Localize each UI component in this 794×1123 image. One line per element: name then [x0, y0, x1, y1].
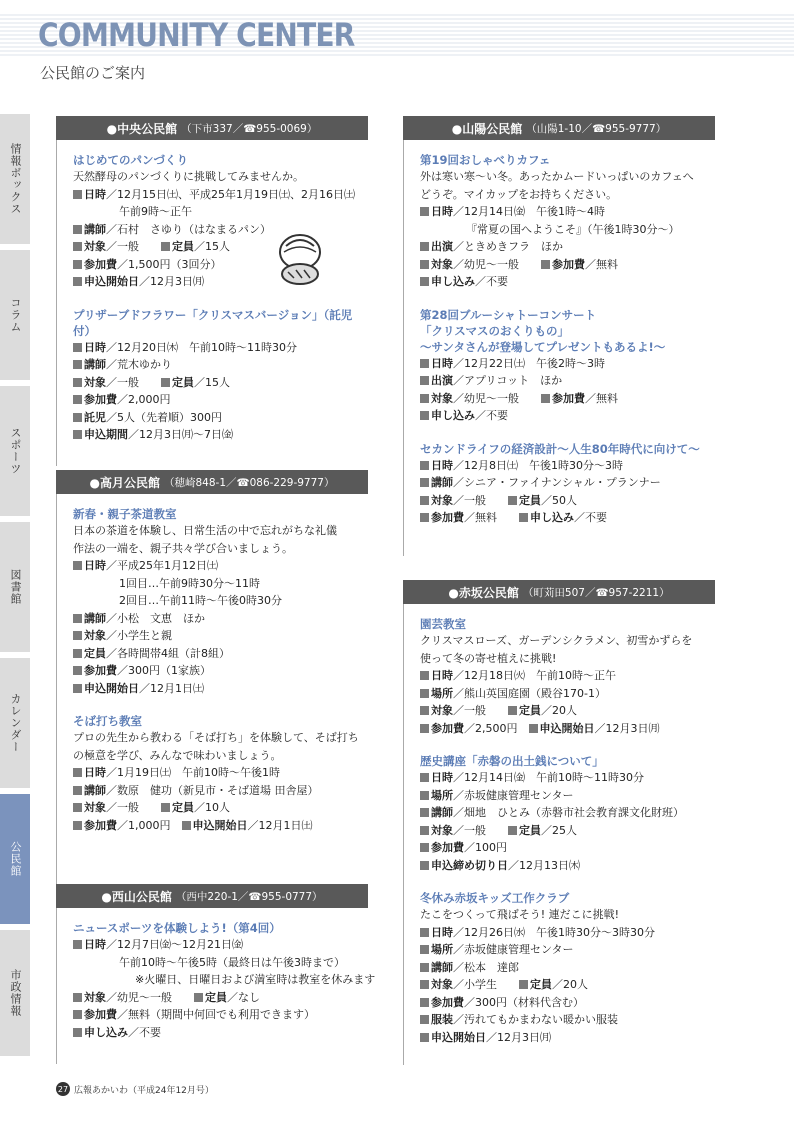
text-line: ／15人 [194, 375, 230, 389]
field-label: 場所 [420, 789, 453, 802]
text-line [73, 374, 368, 392]
field-label: 申込開始日 [420, 1031, 486, 1044]
text-line: 天然酵母のパンづくりに挑戦してみませんか。 [73, 170, 304, 183]
field-label: 参加費 [73, 258, 117, 271]
field-label: 定員 [73, 647, 106, 660]
text-line: （穂崎848-1／☎086-229-9777） [164, 476, 335, 489]
text-line: ／数原 健功（新見市・そば道場 田舎屋） [106, 783, 319, 797]
text-line [73, 799, 368, 817]
field-label: 日時 [420, 771, 453, 784]
text-line: ／無料 [464, 511, 497, 524]
field-label: 日時 [73, 766, 106, 779]
text-line [73, 764, 368, 782]
text-line [73, 557, 368, 575]
text-line [420, 355, 715, 373]
text-line: ／2,000円 [117, 393, 171, 406]
text-line [420, 822, 715, 840]
text-line [420, 857, 715, 875]
field-label: 日時 [73, 188, 106, 201]
text-line: ／25人 [541, 823, 577, 837]
text-line: 使って冬の寄せ植えに挑戦! [420, 651, 557, 665]
field-label: 講師 [73, 223, 106, 236]
text-line: ／12月3日㈪ [139, 275, 204, 288]
tab-sports[interactable] [0, 386, 30, 518]
text-line [420, 839, 715, 857]
field-label: 定員 [508, 494, 541, 507]
text-line: ／赤坂健康管理センター [453, 943, 574, 956]
text-line: ／2,500円 [464, 721, 518, 735]
text-line: （山陽1-10／☎955-9777） [526, 122, 667, 135]
section-body [403, 604, 715, 1065]
field-label: 対象 [73, 629, 106, 642]
text-line: ／1,500円（3回分） [117, 257, 222, 271]
event-title: ニュースポーツを体験しよう!（第4回） [73, 921, 281, 935]
text-line: ／12月13日㈭ [508, 858, 580, 872]
field-label: 参加費 [73, 1008, 117, 1021]
field-label: 日時 [73, 341, 106, 354]
field-label: 定員 [194, 991, 227, 1004]
text-line [73, 610, 368, 628]
tab-community-center[interactable] [0, 794, 30, 926]
text-line [73, 391, 368, 409]
text-line: ／アプリコット ほか [453, 374, 563, 387]
field-label: 日時 [420, 357, 453, 370]
field-label: 講師 [73, 358, 106, 371]
field-label: 講師 [73, 784, 106, 797]
field-label: 申込開始日 [73, 682, 139, 695]
section-body [56, 494, 368, 885]
text-line [420, 959, 715, 977]
text-line: どうぞ。マイカップをお持ちください。 [420, 187, 618, 201]
text-line [420, 390, 715, 408]
text-line [420, 941, 715, 959]
field-label: 参加費 [73, 664, 117, 677]
text-line [420, 238, 715, 256]
field-label: 日時 [420, 926, 453, 939]
text-line: ／12月8日㈯ 午後1時30分〜3時 [453, 458, 623, 472]
text-line: ／赤坂健康管理センター [453, 788, 574, 802]
text-line: 日本の茶道を体験し、日常生活の中で忘れがちな礼儀 [73, 524, 337, 537]
text-line: ／小学生と親 [106, 629, 172, 642]
section-body [56, 140, 368, 466]
text-line [420, 702, 715, 720]
tab-city-info[interactable] [0, 930, 30, 1058]
event-title: 第19回おしゃべりカフェ [420, 153, 551, 167]
text-line: ／12月18日㈫ 午前10時〜正午 [453, 669, 616, 682]
text-line: ／12月3日㈪ [594, 721, 660, 735]
field-label: 日時 [420, 459, 453, 472]
field-label: 定員 [161, 240, 194, 253]
text-line: ／石村 さゆり（はなまるパン） [106, 222, 271, 236]
event-title: 歴史講座「赤磐の出土銭について」 [420, 754, 604, 768]
text-line: ●山陽公民館 [451, 121, 523, 136]
text-line: ●赤坂公民館 [448, 585, 519, 600]
text-line [73, 782, 368, 800]
event-title: 第28回ブルーシャトーコンサート [420, 307, 597, 322]
field-label: 講師 [73, 612, 106, 625]
text-line [73, 291, 368, 301]
text-line [420, 407, 715, 425]
text-line [73, 339, 368, 357]
field-label: 服装 [420, 1013, 453, 1026]
text-line [73, 426, 368, 444]
tab-column[interactable] [0, 250, 30, 382]
text-line: ／無料（期間中何回でも利用できます） [117, 1008, 315, 1021]
page-number: 27 [56, 1082, 70, 1096]
tab-library[interactable] [0, 522, 30, 654]
text-line [420, 492, 715, 510]
text-line: ／50人 [541, 493, 577, 507]
field-label: 対象 [420, 494, 453, 507]
tab-info-box[interactable] [0, 114, 30, 246]
text-line: ●高月公民館 [89, 475, 160, 490]
text-line [420, 425, 715, 435]
text-line [420, 737, 715, 747]
text-line [73, 936, 368, 954]
text-line: 図書館 [9, 569, 22, 605]
text-line: ／シニア・ファイナンシャル・プランナー [453, 476, 661, 489]
event-title: 園芸教室 [420, 617, 466, 631]
text-line: ／不要 [128, 1025, 161, 1039]
text-line: ／12月3日㈪〜7日㈮ [128, 428, 233, 441]
page-footer [56, 1082, 214, 1096]
text-line: 〜サンタさんが登場してプレゼントもあるよ!〜 [420, 339, 666, 354]
text-line [73, 989, 368, 1007]
text-line: スポーツ [9, 427, 22, 475]
text-line: ／15人 [194, 240, 230, 253]
field-label: 申込開始日 [73, 275, 139, 288]
field-label: 申し込み [519, 511, 574, 524]
field-label: 申込開始日 [182, 819, 248, 832]
event-title: プリザーブドフラワー「クリスマスバージョン」（託児付） [73, 307, 353, 338]
nishiyama-section [56, 884, 376, 1064]
field-label: 対象 [420, 978, 453, 991]
text-line: ／300円（材料代含む） [464, 995, 584, 1009]
text-line: ／10人 [194, 801, 230, 814]
text-line: 公民館 [9, 841, 22, 877]
text-line [420, 372, 715, 390]
takatsuki-section [56, 470, 368, 885]
event-title: そば打ち教室 [73, 714, 142, 728]
text-line: ●西山公民館 [101, 889, 172, 904]
field-label: 日時 [73, 559, 106, 572]
text-line [420, 924, 715, 942]
section-header [56, 884, 368, 908]
field-label: 対象 [73, 991, 106, 1004]
field-label: 対象 [420, 258, 453, 271]
text-line [420, 474, 715, 492]
text-line: 情報ボックス [9, 143, 22, 215]
text-line: 作法の一端を、親子共々学び合いましょう。 [73, 541, 293, 555]
text-line: ／一般 [106, 375, 139, 389]
text-line: ／不要 [475, 275, 508, 288]
field-label: 参加費 [420, 722, 464, 735]
text-line: ／幼児〜一般 [453, 391, 519, 405]
text-line: ／汚れてもかまわない暖かい服装 [453, 1013, 618, 1026]
field-label: 場所 [420, 687, 453, 700]
text-line [420, 804, 715, 822]
text-line: ／一般 [453, 704, 486, 717]
text-line [73, 627, 368, 645]
text-line [420, 509, 715, 527]
text-line: ／荒木ゆかり [106, 358, 172, 371]
text-line: カレンダー [9, 693, 22, 753]
text-line [420, 720, 715, 738]
text-line: 『常夏の国へようこそ』（午後1時30分〜） [466, 222, 680, 236]
text-line: ／300円（1家族） [117, 664, 211, 677]
text-line: クリスマスローズ、ガーデンシクラメン、初雪かずらを [420, 634, 693, 647]
field-label: 講師 [420, 476, 453, 489]
text-line: （西中220-1／☎955-0777） [175, 890, 323, 903]
text-line [420, 273, 715, 291]
section-header [403, 580, 715, 604]
field-label: 日時 [73, 938, 106, 951]
field-label: 講師 [420, 961, 453, 974]
event-title: セカンドライフの経済設計〜人生80年時代に向けて〜 [420, 441, 700, 456]
text-line: ／無料 [585, 257, 618, 271]
text-line: ／12月7日㈮〜12月21日㈮ [106, 938, 243, 951]
field-label: 出演 [420, 374, 453, 387]
field-label: 対象 [73, 376, 106, 389]
field-label: 定員 [161, 801, 194, 814]
text-line: プロの先生から教わる「そば打ち」を体験して、そば打ち [73, 731, 359, 744]
field-label: 参加費 [420, 511, 464, 524]
field-label: 参加費 [541, 258, 585, 271]
field-label: 参加費 [541, 392, 585, 405]
akasaka-section [403, 580, 715, 1065]
text-line: 午前10時〜午後5時（最終日は午後3時まで） [119, 955, 345, 969]
field-label: 申込期間 [73, 428, 128, 441]
text-line: たこをつくって飛ばそう! 連だこに挑戦! [420, 908, 620, 921]
text-line [420, 1029, 715, 1047]
field-label: 定員 [508, 824, 541, 837]
text-line [73, 680, 368, 698]
field-label: 講師 [420, 806, 453, 819]
text-line: ／畑地 ひとみ（赤磐市社会教育課文化財班） [453, 806, 684, 819]
text-line: ／12月15日㈯、平成25年1月19日㈯、2月16日㈯ [106, 187, 355, 201]
text-line [420, 203, 715, 221]
text-line [73, 356, 368, 374]
text-line: ／12月14日㈮ 午後1時〜4時 [453, 205, 605, 218]
text-line: （下市337／☎955-0069） [181, 122, 318, 135]
text-line [73, 1006, 368, 1024]
field-label: 場所 [420, 943, 453, 956]
section-body [56, 908, 376, 1064]
text-line: 「クリスマスのおくりもの」 [420, 323, 570, 338]
field-label: 申込開始日 [529, 722, 595, 735]
text-line: ／1月19日㈯ 午前10時〜午後1時 [106, 766, 280, 779]
field-label: 参加費 [420, 841, 464, 854]
text-line [73, 409, 368, 427]
text-line: ／不要 [574, 511, 607, 524]
sanyo-section [403, 116, 715, 556]
text-line [73, 186, 368, 204]
text-line: ／12月1日㈯ [247, 818, 313, 832]
text-line: ／12月14日㈮ 午前10時〜11時30分 [453, 771, 644, 784]
text-line: ／1,000円 [117, 818, 171, 832]
text-line: 2回目…午前11時〜午後0時30分 [119, 594, 282, 607]
section-body [403, 140, 715, 556]
text-line: ／12月26日㈬ 午後1時30分〜3時30分 [453, 925, 655, 939]
text-line [73, 662, 368, 680]
text-line: ／一般 [106, 240, 139, 253]
event-title: はじめてのパンづくり [73, 153, 188, 167]
event-title: 新春・親子茶道教室 [73, 507, 177, 521]
bread-illustration [276, 230, 324, 288]
footer-text: 広報あかいわ（平成24年12月号） [74, 1085, 214, 1096]
text-line: ／無料 [585, 391, 618, 405]
text-line: ／12月3日㈪ [486, 1030, 551, 1044]
text-line: ●中央公民館 [106, 121, 178, 136]
text-line [420, 667, 715, 685]
text-line [73, 1024, 368, 1042]
field-label: 申込締め切り日 [420, 859, 508, 872]
text-line: ／20人 [541, 704, 577, 717]
chuo-section [56, 116, 368, 466]
text-line: ／ときめきフラ ほか [453, 240, 563, 253]
text-line: ／一般 [453, 493, 486, 507]
text-line: ／松本 達郎 [453, 960, 519, 974]
field-label: 定員 [161, 376, 194, 389]
text-line: ／12月1日㈯ [139, 681, 204, 695]
field-label: 対象 [420, 824, 453, 837]
text-line [420, 685, 715, 703]
text-line [420, 874, 715, 884]
text-line: ／5人（先着順）300円 [106, 410, 222, 424]
field-label: 対象 [420, 704, 453, 717]
field-label: 参加費 [73, 393, 117, 406]
text-line [420, 457, 715, 475]
text-line: ／一般 [106, 801, 139, 814]
text-line: ／平成25年1月12日㈯ [106, 559, 218, 572]
text-line [73, 697, 368, 707]
text-line: ／熊山英国庭園（殿谷170-1） [453, 686, 606, 700]
text-line: の極意を学び、みんなで味わいましょう。 [73, 748, 282, 762]
tab-calendar[interactable] [0, 658, 30, 790]
text-line: ／幼児〜一般 [106, 990, 172, 1004]
text-line: 午前9時〜正午 [119, 205, 192, 218]
text-line: ／不要 [475, 409, 508, 422]
text-line [420, 976, 715, 994]
section-header [56, 116, 368, 140]
text-line [420, 291, 715, 301]
text-line: コラム [9, 297, 22, 333]
text-line: ／100円 [464, 841, 507, 854]
event-title: 冬休み赤坂キッズ工作クラブ [420, 891, 570, 905]
text-line [73, 645, 368, 663]
field-label: 対象 [73, 801, 106, 814]
text-line: ／小学生 [453, 978, 497, 991]
text-line: ／小松 文恵 ほか [106, 611, 205, 625]
text-line: （町苅田507／☎957-2211） [522, 586, 670, 599]
field-label: 参加費 [73, 819, 117, 832]
text-line: ／12月20日㈭ 午前10時〜11時30分 [106, 340, 297, 354]
field-label: 日時 [420, 205, 453, 218]
text-line [420, 787, 715, 805]
text-line [420, 994, 715, 1012]
text-line: ／幼児〜一般 [453, 257, 519, 271]
text-line: 外は寒い寒〜い冬。あったかムードいっぱいのカフェへ [420, 170, 694, 183]
page-title: COMMUNITY CENTER [38, 16, 355, 54]
text-line: ／一般 [453, 823, 486, 837]
field-label: 申し込み [73, 1026, 128, 1039]
text-line: ／12月22日㈯ 午後2時〜3時 [453, 356, 605, 370]
field-label: 託児 [73, 411, 106, 424]
field-label: 対象 [73, 240, 106, 253]
text-line: 1回目…午前9時30分〜11時 [119, 576, 260, 590]
field-label: 日時 [420, 669, 453, 682]
field-label: 申し込み [420, 409, 475, 422]
text-line: ／20人 [552, 978, 588, 991]
section-header [403, 116, 715, 140]
section-header [56, 470, 368, 494]
field-label: 申し込み [420, 275, 475, 288]
page-subtitle: 公民館のご案内 [40, 64, 146, 82]
field-label: 定員 [508, 704, 541, 717]
text-line [73, 817, 368, 835]
text-line [420, 1011, 715, 1029]
field-label: 定員 [519, 978, 552, 991]
text-line: ／なし [227, 990, 260, 1004]
text-line [420, 256, 715, 274]
text-line: 市政情報 [9, 969, 22, 1017]
text-line [420, 769, 715, 787]
field-label: 参加費 [420, 996, 464, 1009]
field-label: 出演 [420, 240, 453, 253]
text-line: ／各時間帯4組（計8組） [106, 646, 230, 660]
field-label: 対象 [420, 392, 453, 405]
text-line: ※火曜日、日曜日および満室時は教室を休みます [135, 973, 376, 986]
